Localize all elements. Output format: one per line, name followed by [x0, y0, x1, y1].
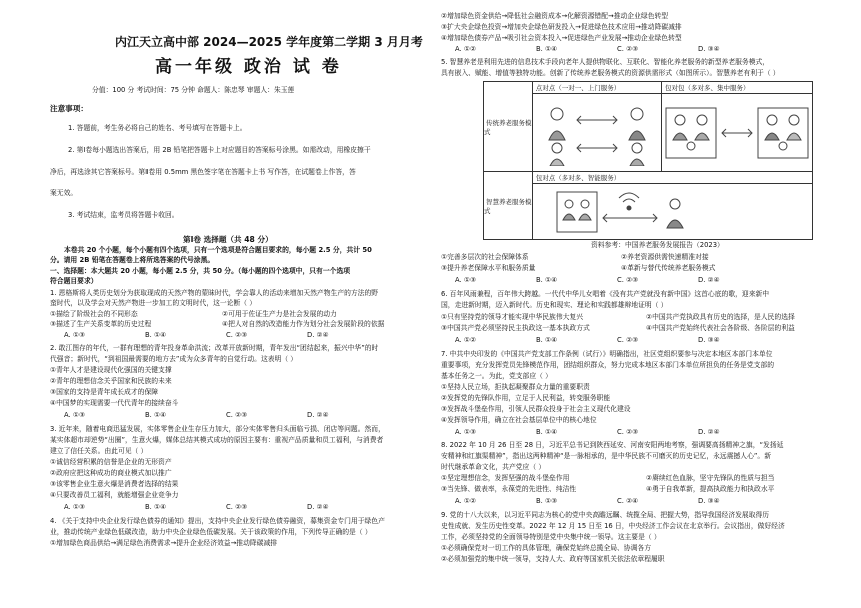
q4-choice-c[interactable]: C. ②③	[617, 45, 639, 53]
question-5-text: 具有嵌入、赋能、增值等独特功能。创新了传统养老服务模式的资源供需形式（如图所示）。智慧养老有利于（ ）	[441, 69, 780, 77]
section-intro: 一、选择题：本大题共 20 小题，每小题 2.5 分，共 50 分。（每小题的四个选项中，只有一个选项	[50, 267, 351, 275]
q4-option: ②增加绿色资金供给→降低社会融资成本→化解资源错配→推动企业绿色转型	[441, 12, 669, 20]
q1-choice-a[interactable]: A. ①③	[64, 331, 86, 339]
head-pack-to-point: 包对点（多对多、智能服务）	[532, 172, 812, 184]
section-intro: 分。请用 2B 铅笔在答题卷上将所选答案的代号涂黑。	[50, 256, 215, 264]
question-4-text: 业，推动传统产业绿色低碳改造，助力中央企业绿色低碳发展。关于该政策的作用，下列传导正确的是（ ）	[50, 528, 372, 536]
q6-option: ②中国共产党执政具有历史的选择，是人民的选择	[646, 313, 795, 321]
q8-option: ④勇于自我革新，提高执政能力和执政水平	[646, 485, 775, 493]
q4-option: ③扩大央企绿色投资→增加央企绿色研发投入→促进绿色技术应用→推动降碳减排	[441, 23, 682, 31]
question-3-text: 某实体超市却逆势“出圈”，生意火爆，媒体总结其模式成功的原因主要有：重视产品质量和员工福利，与消费者	[50, 436, 384, 444]
q6-option: ③中国共产党必须坚持民主执政这一基本执政方式	[441, 324, 590, 332]
q5-choice-d[interactable]: D. ②④	[698, 276, 720, 284]
q1-option: ②可用于佐证生产力是社会发展的动力	[222, 310, 337, 318]
question-5-text: 5. 智慧养老是利用先进的信息技术手段向老年人提供物联化、互联化、智能化养老服务的新型养老服务模式，	[441, 58, 770, 66]
q3-option: ④只要改善员工福利，就能增强企业竞争力	[50, 491, 179, 499]
q6-choice-b[interactable]: B. ①④	[536, 336, 558, 344]
q7-option: ①坚持人民立场，拒执起凝聚群众力量的重要职责	[441, 383, 590, 391]
q6-option: ④中国共产党始终代表社会各阶级、各阶层的利益	[646, 324, 795, 332]
q2-choice-c[interactable]: C. ②③	[226, 411, 248, 419]
q3-choice-d[interactable]: D. ②④	[307, 503, 329, 511]
question-8-text: 时代继承革命文化，共产党应（ ）	[441, 463, 546, 471]
q4-option: ①增加绿色商品供给→满足绿色消费需求→提升企业经济效益→推动降碳减排	[50, 539, 278, 547]
q4-choice-d[interactable]: D. ③④	[698, 45, 720, 53]
q8-option: ③当先锋、做表率，永葆党的先进性、纯洁性	[441, 485, 577, 493]
question-2-text: 代强音；新时代，“到祖国最需要的地方去”成为众多青年的自觉行动。这表明（ ）	[50, 355, 298, 363]
q4-choice-b[interactable]: B. ①④	[536, 45, 558, 53]
row-label-smart: 智慧养老服务模式	[484, 172, 533, 240]
q3-choice-b[interactable]: B. ①④	[145, 503, 167, 511]
q7-choice-d[interactable]: D. ②④	[698, 428, 720, 436]
smart-care-illustration	[553, 188, 703, 236]
q2-option: ③国家的支持是青年成长成才的保障	[50, 388, 159, 396]
q5-choice-c[interactable]: C. ②③	[617, 276, 639, 284]
traditional-point-figure	[532, 94, 661, 172]
q5-choice-b[interactable]: B. ①④	[536, 276, 558, 284]
eldercare-model-figure	[483, 81, 813, 240]
q8-choice-a[interactable]: A. ①②	[455, 497, 477, 505]
question-7-text: 重要事项，充分发挥党员先锋模范作用，团结组织群众，努力完成本地区本部门本单位所担负的任务是党支部的	[441, 361, 775, 369]
q3-choice-c[interactable]: C. ②③	[226, 503, 248, 511]
notice-line: 3. 考试结束，监考员将答题卡收回。	[68, 211, 179, 219]
group-care-illustration	[662, 100, 812, 166]
q1-choice-c[interactable]: C. ②③	[226, 331, 248, 339]
q4-choice-a[interactable]: A. ①②	[455, 45, 477, 53]
q7-choice-c[interactable]: C. ②③	[617, 428, 639, 436]
q8-choice-c[interactable]: C. ②④	[617, 497, 639, 505]
section-intro: 符合题目要求）	[50, 277, 98, 285]
q6-option: ①只有坚持党的领导才能实现中华民族伟大复兴	[441, 313, 584, 321]
q3-option: ③该零售企业生意火爆是消费者选择的结果	[50, 480, 179, 488]
question-1-text: 1. 恩格斯将人类历史划分为获取现成的天然产物的蒙昧时代，学会靠人的活动来增加天然产物生产的方法的野	[50, 289, 379, 297]
q7-option: ②发挥党的先锋队作用，立足于人民利益，转变服务职能	[441, 394, 611, 402]
notice-heading: 注意事项：	[50, 104, 88, 113]
question-2-text: 2. 敢江图存的年代，一群有理想的青年投身革命洪流；改革开放新时期，青年发出“团结起来，振兴中华”的时	[50, 344, 379, 352]
q3-option: ②政府应把这种成功的商业模式加以推广	[50, 469, 172, 477]
q6-choice-c[interactable]: C. ②③	[617, 336, 639, 344]
question-7-text: 基本任务之一。为此，党支部应（ ）	[441, 372, 552, 380]
q3-option: ①诚信经营积累的信誉是企业的无形资产	[50, 458, 172, 466]
q7-choice-b[interactable]: B. ①④	[536, 428, 558, 436]
question-4-text: 4. 《关于支持中央企业发行绿色债券的通知》提出，支持中央企业发行绿色债券融资，募集资金专门用于绿色产	[50, 517, 385, 525]
q5-option: ②养老资源供需快速精准对接	[621, 253, 709, 261]
q8-choice-b[interactable]: B. ①③	[536, 497, 558, 505]
q9-option: ②必须加强党的集中统一领导，支持人大、政府等国家机关依法依章程履职	[441, 555, 665, 563]
question-1-text: 蛮时代，以及学会对天然产物进一步加工的文明时代，这一论断（ ）	[50, 299, 257, 307]
q6-choice-a[interactable]: A. ①②	[455, 336, 477, 344]
q2-option: ④中国梦的实现需要一代代青年的接续奋斗	[50, 399, 179, 407]
question-9-text: 史性成就、发生历史性变革。2022 年 12 月 15 日至 16 日，中央经济工作会议在北京举行。会议指出，做好经济	[441, 522, 785, 530]
q2-choice-d[interactable]: D. ②④	[307, 411, 329, 419]
q6-choice-d[interactable]: D. ③④	[698, 336, 720, 344]
q2-option: ①青年人才是建设现代化强国的关键支撑	[50, 366, 172, 374]
q1-option: ①描绘了阶级社会的不同形态	[50, 310, 138, 318]
q1-choice-b[interactable]: B. ①④	[145, 331, 167, 339]
q7-choice-a[interactable]: A. ①③	[455, 428, 477, 436]
smart-care-figure	[532, 184, 812, 240]
notice-line: 2. 第Ⅰ卷每小题选出答案后，用 2B 铅笔把答题卡上对应题目的答案标号涂黑。如需改动，用橡皮擦干	[68, 146, 371, 154]
q9-option: ①必须确保党对一切工作的具体管理，确保党始终总揽全局、协调各方	[441, 544, 651, 552]
q4-option: ④增加绿色债券产品→吸引社会资本投入→促进绿色产业发展→推动企业绿色转型	[441, 34, 682, 42]
question-6-text: 国，走进新时期，迈入新时代。历史和现实、理论和实践都雄辩地证明（ ）	[441, 301, 668, 309]
head-pack-to-pack: 包对包（多对多、集中服务）	[662, 82, 813, 94]
row-label-traditional: 传统养老服务模式	[484, 82, 533, 172]
elderly-caregiver-illustration	[537, 100, 657, 166]
section-intro: 本卷共 20 个小题，每个小题有四个选项，只有一个选项是符合题目要求的，每小题 2.5 分，共计 50	[64, 246, 372, 254]
notice-line: 1. 答题前，考生务必将自己的姓名、考号填写在答题卡上。	[68, 124, 247, 132]
q7-option: ④发挥领导作用，确立在社会基层单位中的核心地位	[441, 416, 597, 424]
question-3-text: 建立了信任关系。由此可见（ ）	[50, 447, 148, 455]
question-6-text: 6. 百年风雨兼程，百年伟大跨越。一代代中华儿女唱着《没有共产党就没有新中国》这首心底的歌，迎来新中	[441, 290, 770, 298]
head-point-to-point: 点对点（一对一、上门服务）	[532, 82, 661, 94]
question-7-text: 7. 中共中央印发的《中国共产党支部工作条例（试行）》明确指出，社区党组织要参与决定本地区本部门本单位	[441, 350, 773, 358]
q5-option: ①完善多层次的社会保障体系	[441, 253, 529, 261]
q2-choice-b[interactable]: B. ①④	[145, 411, 167, 419]
q1-choice-d[interactable]: D. ②④	[307, 331, 329, 339]
q8-option: ②赓续红色血脉，坚守先锋队的性质与担当	[646, 474, 775, 482]
exam-meta: 分值：100 分 考试时间：75 分钟 命题人：陈忠琴 审题人：朱玉莲	[92, 86, 295, 94]
q8-option: ①坚定理想信念，发挥坚强的战斗堡垒作用	[441, 474, 570, 482]
q3-choice-a[interactable]: A. ①③	[64, 503, 86, 511]
q8-choice-d[interactable]: D. ③④	[698, 497, 720, 505]
exam-title: 高一年级 政治 试 卷	[155, 57, 342, 77]
q2-option: ②青年的理想信念关乎国家和民族的未来	[50, 377, 172, 385]
notice-line: 案无效。	[50, 189, 78, 197]
traditional-pack-figure	[662, 94, 813, 172]
figure-source: 资料参考：中国养老服务发展报告（2023）	[591, 241, 724, 249]
q5-option: ③提升养老保障水平和服务质量	[441, 264, 536, 272]
question-9-text: 工作，必须坚持党的全面领导特别是党中央集中统一领导。这主要是（ ）	[441, 533, 661, 541]
q1-option: ③描述了生产关系变革的历史过程	[50, 320, 152, 328]
question-8-text: 安精神和红旗渠精神”，指出这两种精神“是一脉相承的，是中华民族不可磨灭的历史记忆，永远震撼人心”。新	[441, 452, 772, 460]
q5-choice-a[interactable]: A. ①③	[455, 276, 477, 284]
q5-option: ④革新与替代传统养老服务模式	[621, 264, 716, 272]
school-title: 内江天立高中部 2024—2025 学年度第二学期 3 月月考	[115, 35, 423, 49]
q2-choice-a[interactable]: A. ①③	[64, 411, 86, 419]
question-3-text: 3. 近年来，随着电商迅猛发展，实体零售企业生存压力加大，部分实体零售归头面临亏损、闭店等问题。然而，	[50, 425, 385, 433]
question-8-text: 8. 2022 年 10 月 26 日至 28 日，习近平总书记到陕西延安、河南安阳两地考察，强调要高扬精神之旗，“发扬延	[441, 441, 784, 449]
section-title: 第Ⅰ卷 选择题（共 48 分）	[183, 235, 273, 244]
question-9-text: 9. 党的十八大以来，以习近平同志为核心的党中央高瞻远瞩、统揽全局、把握大势，指导我国经济发展取得历	[441, 511, 770, 519]
q7-option: ③发挥战斗堡垒作用，引领人民群众投身于社会主义现代化建设	[441, 405, 631, 413]
notice-line: 净后，再选涂其它答案标号。第Ⅱ卷用 0.5mm 黑色签字笔在答题卡上书 写作答，在试题卷上作答，答	[50, 168, 356, 176]
q1-option: ④把人对自然的改造能力作为划分社会发展阶段的依据	[222, 320, 385, 328]
